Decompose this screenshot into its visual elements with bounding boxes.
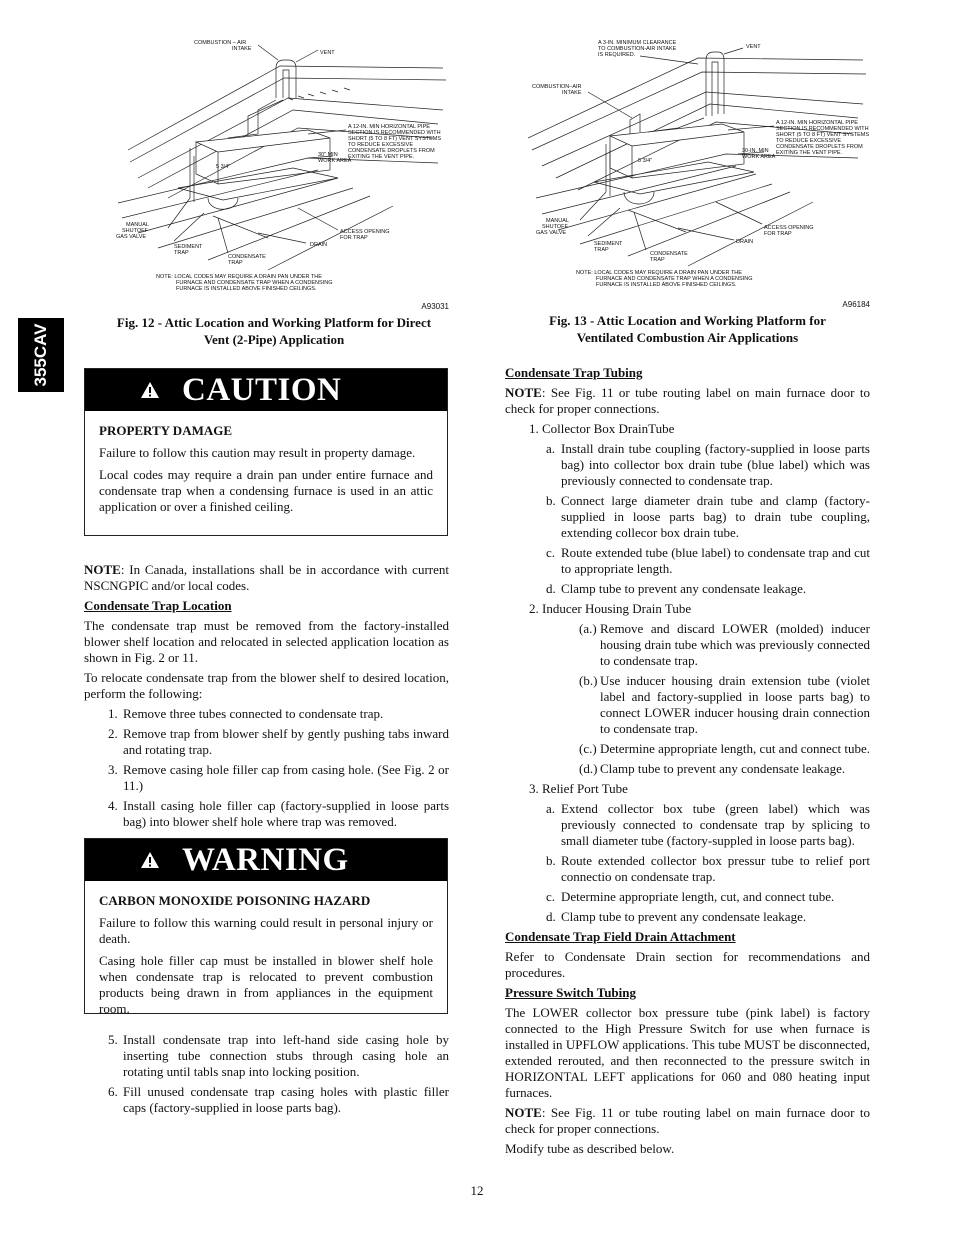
warning-triangle-icon — [140, 851, 160, 869]
list-item: c. Determine appropriate length, cut, and connect tube. — [546, 889, 835, 904]
subsection-title: 1. Collector Box DrainTube — [529, 421, 675, 436]
fig13-label: SHUTOFF — [542, 224, 568, 230]
fig13-label: MANUAL — [546, 218, 569, 224]
warning-title: WARNING — [182, 841, 349, 878]
fig13-label: FOR TRAP — [764, 231, 792, 237]
fig12-label: FOR TRAP — [340, 235, 368, 241]
fig13-label: DRAIN — [736, 239, 754, 245]
caution-paragraph: Local codes may require a drain pan under entire furnace and condensate trap when a condensing furnace is used in an attic application or over a finished ceiling. — [99, 467, 433, 514]
note-text: : In Canada, installations shall be in accordance with current NSCNGPIC and/or local codes. — [84, 562, 449, 593]
warning-paragraph: Casing hole filler cap must be installed in blower shelf hole when condensate trap is relocated to prevent combustion products being drawn in from appliances in the equipment room. — [99, 953, 433, 1016]
warning-paragraph: Failure to follow this warning could result in personal injury or death. — [99, 915, 433, 946]
fig12-label: TRAP — [174, 250, 189, 256]
fig12-note: FURNACE IS INSTALLED ABOVE FINISHED CEILINGS. — [176, 286, 317, 292]
warning-header — [85, 839, 447, 881]
fig12-label: GAS VALVE — [116, 234, 147, 240]
section-heading-field-drain: Condensate Trap Field Drain Attachment — [505, 929, 736, 944]
fig13-label: SHORT (5 TO 8 FT) VENT SYSTEMS — [776, 132, 870, 138]
fig13-label: TRAP — [594, 247, 609, 253]
subsection-title: 3. Relief Port Tube — [529, 781, 628, 796]
fig13-label: ACCESS OPENING — [764, 225, 814, 231]
figure-12-caption-line2: Vent (2-Pipe) Application — [203, 332, 345, 347]
list-item: c. Route extended tube (blue label) to condensate trap and cut to appropriate length. — [546, 545, 870, 576]
fig13-label: EXITING THE VENT PIPE. — [776, 150, 843, 156]
fig12-label: TO REDUCE EXCESSIVE — [348, 142, 413, 148]
list-item: d. Clamp tube to prevent any condensate leakage. — [546, 581, 807, 596]
fig12-label: MANUAL — [126, 222, 149, 228]
list-item: (a.) Remove and discard LOWER (molded) inducer housing drain tube which was previously connected to condensate trap. — [579, 621, 870, 668]
figure-12-caption-line1: Fig. 12 - Attic Location and Working Platform for Direct — [116, 315, 432, 330]
list-item: (d.) Clamp tube to prevent any condensate leakage. — [579, 761, 846, 776]
list-item: a. Extend collector box tube (green label) which was previously connected to condensate trap by splicing to small diameter tube (factory-suppled in loose parts bag). — [546, 801, 870, 848]
fig12-label: A 12-IN. MIN HORIZONTAL PIPE — [348, 124, 430, 130]
paragraph: Refer to Condensate Drain section for recommendations and procedures. — [505, 949, 870, 980]
steps-list — [84, 706, 449, 830]
fig12-note: NOTE: LOCAL CODES MAY REQUIRE A DRAIN PAN UNDER THE — [156, 274, 322, 280]
section-heading-pressure-switch: Pressure Switch Tubing — [505, 985, 637, 1000]
caution-heading: PROPERTY DAMAGE — [99, 423, 233, 438]
fig12-label: 30" MIN — [318, 152, 338, 158]
figure-12-number: A93031 — [421, 302, 449, 311]
canada-note — [84, 562, 449, 594]
side-tab-label: 355CAV — [31, 323, 50, 387]
caution-paragraph: Failure to follow this caution may result in property damage. — [99, 445, 416, 460]
paragraph: The condensate trap must be removed from the factory-installed blower shelf location and relocated in selected application location as shown in Fig. 2 or 11. — [84, 618, 449, 665]
fig12-note: FURNACE AND CONDENSATE TRAP WHEN A CONDENSING — [176, 280, 333, 286]
fig13-note: FURNACE AND CONDENSATE TRAP WHEN A CONDENSING — [596, 276, 753, 282]
list-item: b. Route extended collector box pressur tube to relief port connectio on condensate trap. — [546, 853, 870, 884]
fig13-label: SEDIMENT — [594, 241, 623, 247]
figure-12-illustration — [108, 38, 453, 300]
list-item: d. Clamp tube to prevent any condensate leakage. — [546, 909, 807, 924]
fig12-label: SHORT (5 TO 8 FT) VENT SYSTEMS — [348, 136, 442, 142]
sub-list — [505, 621, 870, 777]
fig12-label: INTAKE — [232, 46, 252, 52]
fig13-label: CONDENSATE DROPLETS FROM — [776, 144, 863, 150]
list-item: (c.) Determine appropriate length, cut and connect tube. — [579, 741, 871, 756]
fig12-label: SECTION IS RECOMMENDED WITH — [348, 130, 441, 136]
fig12-label: CONDENSATE — [228, 254, 266, 260]
fig13-label: 5 3/4" — [638, 158, 653, 164]
fig13-label: A 3-IN. MINIMUM CLEARANCE — [598, 40, 677, 46]
paragraph: The LOWER collector box pressure tube (pink label) is factory connected to the High Pressure Switch for use when furnace is installed in UPFLOW applications. This tube MUST be disconnected, extended rerouted, and then reconnected to the pressure switch in HORIZONTAL LEFT applications for 060 and 080 heating input furnaces. — [505, 1005, 870, 1100]
fig13-label: INTAKE — [562, 90, 582, 96]
paragraph: To relocate condensate trap from the blower shelf to desired location, perform the following: — [84, 670, 449, 701]
fig12-label: 5 3/4" — [216, 164, 231, 170]
fig13-label: VENT — [746, 44, 761, 50]
list-item: 4. Install casing hole filler cap (factory-supplied in loose parts bag) into blower shelf hole where trap was removed. — [108, 798, 449, 829]
warning-heading: CARBON MONOXIDE POISONING HAZARD — [99, 893, 371, 908]
list-item: 1. Remove three tubes connected to condensate trap. — [108, 706, 384, 721]
figure-13-caption-line2: Ventilated Combustion Air Applications — [576, 330, 799, 345]
section-heading-trap-tubing: Condensate Trap Tubing — [505, 365, 643, 380]
paragraph: Modify tube as described below. — [505, 1141, 675, 1156]
list-item: 6. Fill unused condensate trap casing holes with plastic filler caps (factory-supplied in loose parts bag). — [108, 1084, 449, 1115]
fig12-label: VENT — [320, 50, 335, 56]
fig12-label: WORK AREA — [318, 158, 352, 164]
fig13-note: FURNACE IS INSTALLED ABOVE FINISHED CEILINGS. — [596, 282, 737, 288]
caution-box — [84, 368, 448, 536]
list-item: a. Install drain tube coupling (factory-supplied in loose parts bag) into collector box drain tube (blue label) which was previously connected to condensate trap. — [546, 441, 870, 488]
section-heading-trap-location: Condensate Trap Location — [84, 598, 232, 613]
fig12-label: CONDENSATE DROPLETS FROM — [348, 148, 435, 154]
note-label: NOTE — [84, 562, 121, 577]
page-number: 12 — [470, 1183, 484, 1198]
left-column-lower — [108, 1032, 449, 1120]
list-item: (b.) Use inducer housing drain extension tube (violet label and factory-supplied in loose parts bag) to connect LOWER inducer housing drain connection to condensate trap. — [579, 673, 870, 736]
figure-13-number: A96184 — [842, 300, 870, 309]
figure-13-illustration — [528, 38, 873, 298]
figure-13-caption — [505, 312, 870, 346]
fig13-note: NOTE: LOCAL CODES MAY REQUIRE A DRAIN PAN UNDER THE — [576, 270, 742, 276]
fig13-label: TO COMBUSTION-AIR INTAKE — [598, 46, 677, 52]
fig13-label: CONDENSATE — [650, 251, 688, 257]
warning-triangle-icon — [140, 381, 160, 399]
warning-box — [84, 838, 448, 1014]
fig13-label: COMBUSTION–AIR — [532, 84, 582, 90]
sub-list — [505, 441, 870, 597]
caution-header — [85, 369, 447, 411]
fig12-label: COMBUSTION – AIR — [194, 40, 247, 46]
fig13-label: 30-IN. MIN — [742, 148, 769, 154]
fig12-label: TRAP — [228, 260, 243, 266]
list-item: b. Connect large diameter drain tube and clamp (factory-supplied in loose parts bag) to drain tube coupling, extending collecor box drain tube. — [546, 493, 870, 540]
tubing-note: NOTE: See Fig. 11 or tube routing label on main furnace door to check for proper connections. — [505, 385, 870, 416]
pressure-note: NOTE: See Fig. 11 or tube routing label on main furnace door to check for proper connections. — [505, 1105, 870, 1136]
fig13-label: IS REQUIRED. — [598, 52, 636, 58]
figure-12-caption — [84, 314, 464, 348]
fig13-label: A 12-IN. MIN HORIZONTAL PIPE — [776, 120, 858, 126]
side-tab — [18, 318, 64, 392]
fig12-label: ACCESS OPENING — [340, 229, 390, 235]
sub-list — [505, 801, 870, 925]
fig13-label: SECTION IS RECOMMENDED WITH — [776, 126, 869, 132]
figure-13-caption-line1: Fig. 13 - Attic Location and Working Platform for — [549, 313, 826, 328]
fig12-label: SEDIMENT — [174, 244, 203, 250]
fig13-label: TO REDUCE EXCESSIVE — [776, 138, 841, 144]
left-column-upper — [84, 562, 449, 834]
fig13-label: WORK AREA — [742, 154, 776, 160]
list-item: 2. Remove trap from blower shelf by gently pushing tabs inward and rotating trap. — [108, 726, 449, 757]
list-item: 5. Install condensate trap into left-hand side casing hole by inserting tube connection stubs through casing hole an rotating until tabls snap into locking position. — [108, 1032, 449, 1079]
fig12-label: EXITING THE VENT PIPE. — [348, 154, 415, 160]
fig13-label: TRAP — [650, 257, 665, 263]
list-item: 3. Remove casing hole filler cap from casing hole. (See Fig. 2 or 11.) — [108, 762, 449, 793]
subsection-title: 2. Inducer Housing Drain Tube — [529, 601, 692, 616]
right-column — [505, 365, 870, 1161]
fig13-label: GAS VALVE — [536, 230, 567, 236]
caution-title: CAUTION — [182, 371, 342, 408]
fig12-label: SHUTOFF — [122, 228, 148, 234]
fig12-label: DRAIN — [310, 242, 328, 248]
